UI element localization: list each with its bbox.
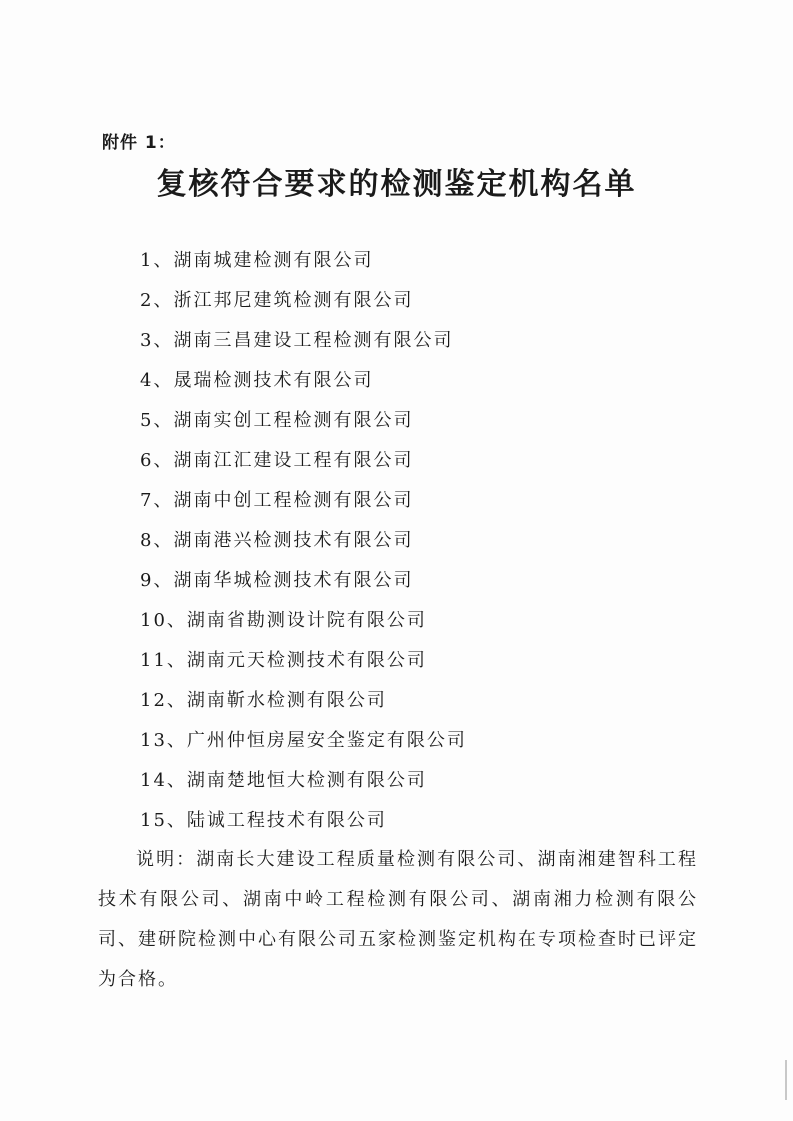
list-item (140, 567, 467, 607)
item-number: 12、 (140, 690, 187, 711)
note-label: 说明： (136, 849, 197, 870)
item-name: 湖南华城检测技术有限公司 (173, 570, 414, 591)
note-paragraph (98, 840, 698, 1000)
list-item (140, 687, 467, 727)
list-item (140, 447, 467, 487)
item-number: 1、 (140, 250, 174, 271)
page-title: 复核符合要求的检测鉴定机构名单 (156, 167, 637, 202)
item-name: 广州仲恒房屋安全鉴定有限公司 (186, 730, 467, 751)
list-item (140, 407, 467, 447)
item-number: 2、 (140, 290, 174, 311)
list-item (140, 607, 467, 647)
list-item (140, 487, 467, 527)
note-text: 湖南长大建设工程质量检测有限公司、湖南湘建智科工程技术有限公司、湖南中岭工程检测有限公司、湖南湘力检测有限公司、建研院检测中心有限公司五家检测鉴定机构在专项检查时已评定为合格。 (98, 849, 699, 990)
item-number: 15、 (140, 810, 187, 831)
list-item (140, 287, 467, 327)
item-number: 8、 (140, 530, 174, 551)
item-number: 10、 (140, 610, 187, 631)
item-number: 11、 (140, 650, 187, 671)
item-number: 9、 (140, 570, 174, 591)
item-name: 湖南中创工程检测有限公司 (173, 490, 414, 511)
scan-edge-mark (785, 1060, 787, 1100)
list-item (140, 247, 467, 287)
item-name: 晟瑞检测技术有限公司 (173, 370, 374, 391)
list-item (140, 767, 467, 807)
item-number: 6、 (140, 450, 174, 471)
list-item (140, 527, 467, 567)
item-name: 浙江邦尼建筑检测有限公司 (173, 290, 414, 311)
item-name: 湖南实创工程检测有限公司 (173, 410, 414, 431)
item-name: 湖南元天检测技术有限公司 (186, 650, 427, 671)
item-name: 湖南三昌建设工程检测有限公司 (173, 330, 454, 351)
item-name: 湖南港兴检测技术有限公司 (173, 530, 414, 551)
item-name: 湖南楚地恒大检测有限公司 (186, 770, 427, 791)
item-name: 湖南江汇建设工程有限公司 (173, 450, 414, 471)
attachment-label: 附件 1： (102, 133, 176, 153)
list-item (140, 367, 467, 407)
institution-list (140, 247, 467, 847)
item-name: 湖南城建检测有限公司 (173, 250, 374, 271)
item-name: 陆诚工程技术有限公司 (186, 810, 387, 831)
list-item (140, 647, 467, 687)
item-number: 5、 (140, 410, 174, 431)
list-item (140, 727, 467, 767)
item-number: 4、 (140, 370, 174, 391)
item-name: 湖南靳水检测有限公司 (186, 690, 387, 711)
item-number: 3、 (140, 330, 174, 351)
item-number: 14、 (140, 770, 187, 791)
list-item (140, 327, 467, 367)
item-number: 7、 (140, 490, 174, 511)
item-number: 13、 (140, 730, 187, 751)
item-name: 湖南省勘测设计院有限公司 (186, 610, 427, 631)
